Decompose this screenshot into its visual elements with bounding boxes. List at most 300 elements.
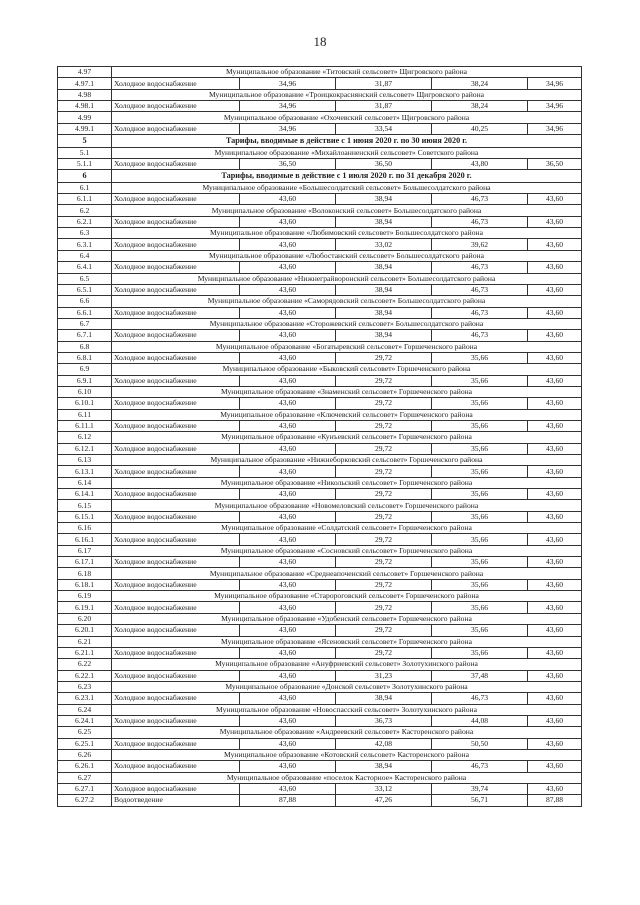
municipality-name: Муниципальное образование «Быковский сельсовет» Горшеченского района bbox=[112, 364, 582, 375]
tariff-value: 43,60 bbox=[240, 579, 336, 590]
tariff-value: 29,72 bbox=[336, 352, 432, 363]
row-number: 6.2.1 bbox=[58, 216, 112, 227]
tariff-row bbox=[58, 625, 582, 636]
tariff-value: 29,72 bbox=[336, 375, 432, 386]
tariff-value: 38,94 bbox=[336, 761, 432, 772]
tariff-value: 43,60 bbox=[528, 352, 582, 363]
tariff-value: 43,60 bbox=[528, 783, 582, 794]
row-number: 4.97.1 bbox=[58, 78, 112, 89]
tariff-value: 36,50 bbox=[240, 158, 336, 169]
tariff-value: 35,66 bbox=[432, 398, 528, 409]
municipality-name: Муниципальное образование «Ясеновский сельсовет» Горшеченского района bbox=[112, 636, 582, 647]
municipality-row bbox=[58, 727, 582, 738]
municipality-row bbox=[58, 749, 582, 760]
tariff-value: 38,94 bbox=[336, 307, 432, 318]
municipality-row bbox=[58, 636, 582, 647]
tariff-value: 31,23 bbox=[336, 670, 432, 681]
service-name: Холодное водоснабжение bbox=[112, 738, 240, 749]
tariff-value: 43,60 bbox=[528, 602, 582, 613]
tariff-value: 38,24 bbox=[432, 78, 528, 89]
tariff-value: 33,54 bbox=[336, 123, 432, 134]
tariff-row bbox=[58, 795, 582, 806]
municipality-row bbox=[58, 250, 582, 261]
tariff-value: 43,60 bbox=[528, 534, 582, 545]
row-number: 6.13.1 bbox=[58, 466, 112, 477]
service-name: Холодное водоснабжение bbox=[112, 443, 240, 454]
row-number: 6.6.1 bbox=[58, 307, 112, 318]
tariff-row bbox=[58, 761, 582, 772]
tariff-row bbox=[58, 738, 582, 749]
tariff-value: 35,66 bbox=[432, 420, 528, 431]
tariff-row bbox=[58, 443, 582, 454]
municipality-row bbox=[58, 409, 582, 420]
tariff-row bbox=[58, 375, 582, 386]
tariff-value: 43,60 bbox=[240, 239, 336, 250]
row-number: 6.21 bbox=[58, 636, 112, 647]
tariff-value: 56,71 bbox=[432, 795, 528, 806]
tariff-value: 43,60 bbox=[240, 216, 336, 227]
tariff-value: 43,60 bbox=[528, 330, 582, 341]
tariff-value: 29,72 bbox=[336, 466, 432, 477]
service-name: Холодное водоснабжение bbox=[112, 489, 240, 500]
row-number: 6.17.1 bbox=[58, 557, 112, 568]
tariff-value: 29,72 bbox=[336, 534, 432, 545]
section-title: Тарифы, вводимые в действие с 1 июля 2020 г. по 31 декабря 2020 г. bbox=[112, 170, 582, 183]
row-number: 5.1.1 bbox=[58, 158, 112, 169]
tariff-table-body bbox=[58, 67, 582, 807]
service-name: Холодное водоснабжение bbox=[112, 534, 240, 545]
service-name: Холодное водоснабжение bbox=[112, 557, 240, 568]
tariff-row bbox=[58, 466, 582, 477]
tariff-value: 47,26 bbox=[336, 795, 432, 806]
service-name: Холодное водоснабжение bbox=[112, 284, 240, 295]
service-name: Холодное водоснабжение bbox=[112, 352, 240, 363]
tariff-value: 38,94 bbox=[336, 216, 432, 227]
tariff-row bbox=[58, 158, 582, 169]
tariff-value: 43,60 bbox=[240, 352, 336, 363]
tariff-value: 43,60 bbox=[528, 239, 582, 250]
tariff-value: 43,60 bbox=[240, 420, 336, 431]
tariff-value: 43,80 bbox=[432, 158, 528, 169]
row-number: 6.3 bbox=[58, 228, 112, 239]
row-number: 6.6 bbox=[58, 296, 112, 307]
service-name: Холодное водоснабжение bbox=[112, 158, 240, 169]
tariff-value: 43,60 bbox=[528, 715, 582, 726]
municipality-name: Муниципальное образование «Никольский сельсовет» Горшеченского района bbox=[112, 477, 582, 488]
municipality-row bbox=[58, 613, 582, 624]
row-number: 4.98.1 bbox=[58, 101, 112, 112]
tariff-row bbox=[58, 352, 582, 363]
row-number: 6.27 bbox=[58, 772, 112, 783]
municipality-name: Муниципальное образование «Сосновский сельсовет» Горшеченского района bbox=[112, 545, 582, 556]
municipality-row bbox=[58, 568, 582, 579]
tariff-value: 43,60 bbox=[528, 761, 582, 772]
municipality-row bbox=[58, 455, 582, 466]
row-number: 6.18 bbox=[58, 568, 112, 579]
service-name: Холодное водоснабжение bbox=[112, 194, 240, 205]
row-number: 6.19.1 bbox=[58, 602, 112, 613]
tariff-row bbox=[58, 783, 582, 794]
service-name: Холодное водоснабжение bbox=[112, 579, 240, 590]
tariff-value: 43,60 bbox=[528, 579, 582, 590]
municipality-row bbox=[58, 477, 582, 488]
service-name: Холодное водоснабжение bbox=[112, 602, 240, 613]
row-number: 6.9.1 bbox=[58, 375, 112, 386]
municipality-name: Муниципальное образование «Новоспасский сельсовет» Золотухинского района bbox=[112, 704, 582, 715]
tariff-value: 46,73 bbox=[432, 194, 528, 205]
tariff-value: 43,60 bbox=[240, 375, 336, 386]
tariff-row bbox=[58, 511, 582, 522]
tariff-row bbox=[58, 420, 582, 431]
tariff-value: 29,72 bbox=[336, 398, 432, 409]
row-number: 6.7.1 bbox=[58, 330, 112, 341]
tariff-row bbox=[58, 239, 582, 250]
tariff-value: 35,66 bbox=[432, 489, 528, 500]
tariff-value: 43,60 bbox=[528, 443, 582, 454]
row-number: 6.24.1 bbox=[58, 715, 112, 726]
service-name: Холодное водоснабжение bbox=[112, 375, 240, 386]
municipality-name: Муниципальное образование «Старороговский сельсовет» Горшеченского района bbox=[112, 591, 582, 602]
row-number: 6.1 bbox=[58, 182, 112, 193]
tariff-value: 43,60 bbox=[240, 511, 336, 522]
tariff-value: 43,60 bbox=[240, 647, 336, 658]
tariff-value: 34,96 bbox=[528, 123, 582, 134]
tariff-value: 35,66 bbox=[432, 511, 528, 522]
tariff-row bbox=[58, 123, 582, 134]
tariff-row bbox=[58, 557, 582, 568]
tariff-value: 29,72 bbox=[336, 557, 432, 568]
tariff-row bbox=[58, 330, 582, 341]
row-number: 6.16.1 bbox=[58, 534, 112, 545]
row-number: 5.1 bbox=[58, 147, 112, 158]
tariff-value: 46,73 bbox=[432, 761, 528, 772]
tariff-row bbox=[58, 216, 582, 227]
tariff-value: 46,73 bbox=[432, 216, 528, 227]
municipality-name: Муниципальное образование «Нижнеборковский сельсовет» Горшеченского района bbox=[112, 455, 582, 466]
service-name: Холодное водоснабжение bbox=[112, 670, 240, 681]
tariff-value: 43,60 bbox=[528, 262, 582, 273]
municipality-name: Муниципальное образование «Большесолдатский сельсовет» Большесолдатского района bbox=[112, 182, 582, 193]
tariff-value: 29,72 bbox=[336, 489, 432, 500]
tariff-value: 33,12 bbox=[336, 783, 432, 794]
section-header-row bbox=[58, 135, 582, 148]
municipality-row bbox=[58, 182, 582, 193]
tariff-value: 34,96 bbox=[240, 101, 336, 112]
tariff-value: 43,60 bbox=[528, 307, 582, 318]
tariff-value: 34,96 bbox=[528, 101, 582, 112]
tariff-value: 38,94 bbox=[336, 330, 432, 341]
tariff-value: 35,66 bbox=[432, 443, 528, 454]
tariff-value: 35,66 bbox=[432, 579, 528, 590]
tariff-value: 43,60 bbox=[528, 738, 582, 749]
row-number: 6.12.1 bbox=[58, 443, 112, 454]
municipality-row bbox=[58, 659, 582, 670]
tariff-value: 87,88 bbox=[528, 795, 582, 806]
tariff-row bbox=[58, 647, 582, 658]
service-name: Холодное водоснабжение bbox=[112, 625, 240, 636]
municipality-name: Муниципальное образование «Богатыревский сельсовет» Горшеченского района bbox=[112, 341, 582, 352]
row-number: 6.27.1 bbox=[58, 783, 112, 794]
tariff-value: 33,02 bbox=[336, 239, 432, 250]
municipality-row bbox=[58, 681, 582, 692]
tariff-row bbox=[58, 602, 582, 613]
row-number: 6.25 bbox=[58, 727, 112, 738]
tariff-value: 50,50 bbox=[432, 738, 528, 749]
row-number: 4.99 bbox=[58, 112, 112, 123]
municipality-name: Муниципальное образование «Любимовский сельсовет» Большесолдатского района bbox=[112, 228, 582, 239]
municipality-name: Муниципальное образование «Андреевский сельсовет» Касторенского района bbox=[112, 727, 582, 738]
service-name: Холодное водоснабжение bbox=[112, 307, 240, 318]
row-number: 4.97 bbox=[58, 67, 112, 78]
tariff-table bbox=[57, 66, 582, 807]
tariff-value: 43,60 bbox=[240, 761, 336, 772]
row-number: 6.10 bbox=[58, 386, 112, 397]
tariff-value: 38,94 bbox=[336, 194, 432, 205]
row-number: 6.14 bbox=[58, 477, 112, 488]
tariff-value: 36,50 bbox=[336, 158, 432, 169]
municipality-name: Муниципальное образование «Саморядовский сельсовет» Большесолдатского района bbox=[112, 296, 582, 307]
service-name: Холодное водоснабжение bbox=[112, 123, 240, 134]
tariff-row bbox=[58, 489, 582, 500]
row-number: 4.99.1 bbox=[58, 123, 112, 134]
row-number: 6.15 bbox=[58, 500, 112, 511]
tariff-value: 87,88 bbox=[240, 795, 336, 806]
row-number: 6.24 bbox=[58, 704, 112, 715]
row-number: 6.16 bbox=[58, 523, 112, 534]
tariff-row bbox=[58, 284, 582, 295]
tariff-value: 46,73 bbox=[432, 284, 528, 295]
municipality-row bbox=[58, 112, 582, 123]
tariff-value: 43,60 bbox=[528, 466, 582, 477]
row-number: 6.17 bbox=[58, 545, 112, 556]
tariff-value: 43,60 bbox=[528, 375, 582, 386]
tariff-value: 38,94 bbox=[336, 693, 432, 704]
municipality-row bbox=[58, 67, 582, 78]
tariff-value: 43,60 bbox=[528, 284, 582, 295]
tariff-row bbox=[58, 194, 582, 205]
municipality-row bbox=[58, 704, 582, 715]
tariff-row bbox=[58, 398, 582, 409]
tariff-row bbox=[58, 307, 582, 318]
tariff-value: 46,73 bbox=[432, 693, 528, 704]
tariff-value: 43,60 bbox=[240, 670, 336, 681]
row-number: 6 bbox=[58, 170, 112, 183]
row-number: 6.19 bbox=[58, 591, 112, 602]
tariff-row bbox=[58, 715, 582, 726]
tariff-value: 29,72 bbox=[336, 420, 432, 431]
municipality-row bbox=[58, 500, 582, 511]
tariff-value: 43,60 bbox=[528, 194, 582, 205]
tariff-value: 35,66 bbox=[432, 602, 528, 613]
row-number: 6.15.1 bbox=[58, 511, 112, 522]
municipality-row bbox=[58, 318, 582, 329]
tariff-value: 31,87 bbox=[336, 78, 432, 89]
tariff-value: 34,96 bbox=[240, 123, 336, 134]
tariff-value: 35,66 bbox=[432, 534, 528, 545]
municipality-name: Муниципальное образование «Донской сельсовет» Золотухинского района bbox=[112, 681, 582, 692]
row-number: 6.20 bbox=[58, 613, 112, 624]
tariff-value: 43,60 bbox=[240, 625, 336, 636]
tariff-value: 29,72 bbox=[336, 647, 432, 658]
tariff-value: 37,48 bbox=[432, 670, 528, 681]
row-number: 6.3.1 bbox=[58, 239, 112, 250]
row-number: 6.20.1 bbox=[58, 625, 112, 636]
municipality-name: Муниципальное образование «Волоконский сельсовет» Большесолдатского района bbox=[112, 205, 582, 216]
tariff-value: 43,60 bbox=[240, 284, 336, 295]
service-name: Холодное водоснабжение bbox=[112, 761, 240, 772]
section-title: Тарифы, вводимые в действие с 1 июня 2020 г. по 30 июня 2020 г. bbox=[112, 135, 582, 148]
tariff-value: 35,66 bbox=[432, 647, 528, 658]
service-name: Холодное водоснабжение bbox=[112, 715, 240, 726]
tariff-value: 39,74 bbox=[432, 783, 528, 794]
tariff-value: 43,60 bbox=[528, 670, 582, 681]
municipality-name: Муниципальное образование «Любостанский сельсовет» Большесолдатского района bbox=[112, 250, 582, 261]
municipality-row bbox=[58, 772, 582, 783]
row-number: 6.10.1 bbox=[58, 398, 112, 409]
tariff-value: 43,60 bbox=[240, 194, 336, 205]
municipality-name: Муниципальное образование «Среднеапоченский сельсовет» Горшеченского района bbox=[112, 568, 582, 579]
tariff-value: 35,66 bbox=[432, 375, 528, 386]
municipality-row bbox=[58, 147, 582, 158]
tariff-value: 43,60 bbox=[240, 534, 336, 545]
service-name: Холодное водоснабжение bbox=[112, 511, 240, 522]
tariff-value: 40,25 bbox=[432, 123, 528, 134]
municipality-name: Муниципальное образование «Солдатский сельсовет» Горшеченского района bbox=[112, 523, 582, 534]
row-number: 6.8 bbox=[58, 341, 112, 352]
service-name: Холодное водоснабжение bbox=[112, 398, 240, 409]
municipality-name: Муниципальное образование «Удобенский сельсовет» Горшеченского района bbox=[112, 613, 582, 624]
row-number: 6.5.1 bbox=[58, 284, 112, 295]
service-name: Холодное водоснабжение bbox=[112, 647, 240, 658]
service-name: Холодное водоснабжение bbox=[112, 693, 240, 704]
tariff-value: 43,60 bbox=[240, 602, 336, 613]
tariff-value: 29,72 bbox=[336, 579, 432, 590]
tariff-value: 36,50 bbox=[528, 158, 582, 169]
tariff-value: 43,60 bbox=[528, 511, 582, 522]
service-name: Водоотведение bbox=[112, 795, 240, 806]
tariff-value: 34,96 bbox=[528, 78, 582, 89]
municipality-name: Муниципальное образование «Котовский сельсовет» Касторенского района bbox=[112, 749, 582, 760]
municipality-row bbox=[58, 296, 582, 307]
tariff-value: 43,60 bbox=[240, 443, 336, 454]
tariff-value: 34,96 bbox=[240, 78, 336, 89]
tariff-value: 29,72 bbox=[336, 443, 432, 454]
tariff-value: 29,72 bbox=[336, 511, 432, 522]
tariff-value: 43,60 bbox=[528, 647, 582, 658]
row-number: 6.22 bbox=[58, 659, 112, 670]
row-number: 4.98 bbox=[58, 89, 112, 100]
municipality-row bbox=[58, 205, 582, 216]
municipality-row bbox=[58, 432, 582, 443]
municipality-name: Муниципальное образование «Нижнеграйворонский сельсовет» Большесолдатского района bbox=[112, 273, 582, 284]
municipality-row bbox=[58, 228, 582, 239]
service-name: Холодное водоснабжение bbox=[112, 239, 240, 250]
row-number: 6.1.1 bbox=[58, 194, 112, 205]
row-number: 6.7 bbox=[58, 318, 112, 329]
tariff-value: 43,60 bbox=[528, 420, 582, 431]
tariff-value: 43,60 bbox=[240, 715, 336, 726]
municipality-name: Муниципальное образование «Кунъевский сельсовет» Горшеченского района bbox=[112, 432, 582, 443]
row-number: 6.27.2 bbox=[58, 795, 112, 806]
tariff-value: 29,72 bbox=[336, 625, 432, 636]
row-number: 6.4.1 bbox=[58, 262, 112, 273]
municipality-row bbox=[58, 273, 582, 284]
municipality-name: Муниципальное образование «Ануфриевский сельсовет» Золотухинского района bbox=[112, 659, 582, 670]
tariff-value: 29,72 bbox=[336, 602, 432, 613]
service-name: Холодное водоснабжение bbox=[112, 420, 240, 431]
tariff-value: 35,66 bbox=[432, 557, 528, 568]
tariff-value: 43,60 bbox=[240, 693, 336, 704]
tariff-value: 43,60 bbox=[240, 557, 336, 568]
tariff-value: 46,73 bbox=[432, 262, 528, 273]
service-name: Холодное водоснабжение bbox=[112, 101, 240, 112]
municipality-name: Муниципальное образование «Охочевский сельсовет» Щигровского района bbox=[112, 112, 582, 123]
tariff-value: 42,08 bbox=[336, 738, 432, 749]
tariff-value: 43,60 bbox=[240, 262, 336, 273]
row-number: 6.23 bbox=[58, 681, 112, 692]
municipality-name: Муниципальное образование «Новомеловский сельсовет» Горшеченского района bbox=[112, 500, 582, 511]
row-number: 6.13 bbox=[58, 455, 112, 466]
tariff-row bbox=[58, 670, 582, 681]
municipality-row bbox=[58, 545, 582, 556]
tariff-row bbox=[58, 262, 582, 273]
municipality-name: Муниципальное образование «Ключевский сельсовет» Горшеченского района bbox=[112, 409, 582, 420]
tariff-row bbox=[58, 78, 582, 89]
row-number: 6.11.1 bbox=[58, 420, 112, 431]
tariff-value: 43,60 bbox=[240, 307, 336, 318]
row-number: 6.22.1 bbox=[58, 670, 112, 681]
service-name: Холодное водоснабжение bbox=[112, 783, 240, 794]
municipality-name: Муниципальное образование «Титовский сельсовет» Щигровского района bbox=[112, 67, 582, 78]
tariff-row bbox=[58, 101, 582, 112]
tariff-value: 35,66 bbox=[432, 352, 528, 363]
tariff-value: 36,73 bbox=[336, 715, 432, 726]
service-name: Холодное водоснабжение bbox=[112, 216, 240, 227]
tariff-value: 43,60 bbox=[240, 489, 336, 500]
municipality-name: Муниципальное образование «Троицкокраснянский сельсовет» Щигровского района bbox=[112, 89, 582, 100]
section-header-row bbox=[58, 170, 582, 183]
tariff-row bbox=[58, 579, 582, 590]
row-number: 6.14.1 bbox=[58, 489, 112, 500]
municipality-row bbox=[58, 341, 582, 352]
row-number: 6.25.1 bbox=[58, 738, 112, 749]
row-number: 6.2 bbox=[58, 205, 112, 216]
tariff-value: 35,66 bbox=[432, 466, 528, 477]
tariff-value: 43,60 bbox=[528, 693, 582, 704]
municipality-name: Муниципальное образование «Михайлоанненский сельсовет» Советского района bbox=[112, 147, 582, 158]
municipality-name: Муниципальное образование «Знаменский сельсовет» Горшеченского района bbox=[112, 386, 582, 397]
municipality-row bbox=[58, 89, 582, 100]
service-name: Холодное водоснабжение bbox=[112, 262, 240, 273]
row-number: 6.11 bbox=[58, 409, 112, 420]
service-name: Холодное водоснабжение bbox=[112, 466, 240, 477]
municipality-name: Муниципальное образование «Сторожевский сельсовет» Большесолдатского района bbox=[112, 318, 582, 329]
municipality-row bbox=[58, 523, 582, 534]
tariff-value: 43,60 bbox=[240, 738, 336, 749]
row-number: 6.18.1 bbox=[58, 579, 112, 590]
tariff-value: 38,24 bbox=[432, 101, 528, 112]
tariff-value: 44,08 bbox=[432, 715, 528, 726]
tariff-value: 43,60 bbox=[240, 330, 336, 341]
row-number: 6.21.1 bbox=[58, 647, 112, 658]
tariff-value: 35,66 bbox=[432, 625, 528, 636]
municipality-row bbox=[58, 591, 582, 602]
row-number: 6.5 bbox=[58, 273, 112, 284]
tariff-value: 38,94 bbox=[336, 284, 432, 295]
municipality-name: Муниципальное образование «поселок Касторное» Касторенского района bbox=[112, 772, 582, 783]
tariff-value: 43,60 bbox=[240, 398, 336, 409]
municipality-row bbox=[58, 364, 582, 375]
